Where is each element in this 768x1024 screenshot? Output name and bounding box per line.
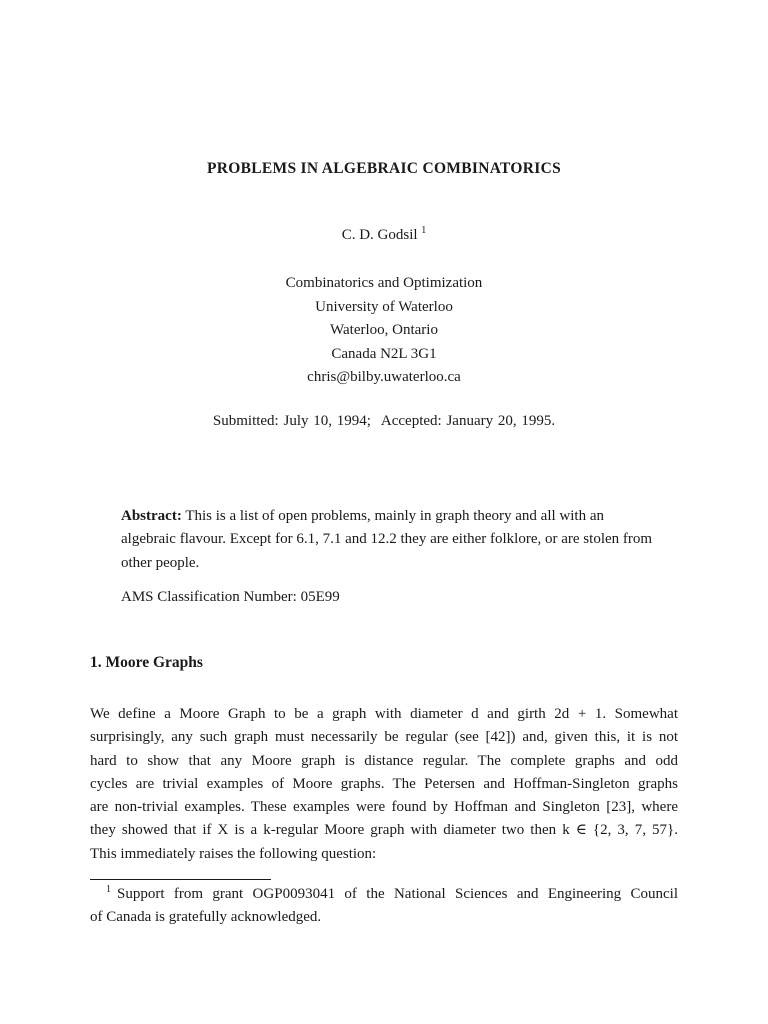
author-footnote-mark: 1 [421,225,427,236]
body-line: cycles are trivial examples of Moore graphs. The Petersen and Hoffman-Singleton graphs [90,775,678,792]
ams-classification: AMS Classification Number: 05E99 [121,589,340,605]
affiliation-block [0,272,768,390]
footnote-rule [90,879,271,880]
affiliation-line: Canada N2L 3G1 [331,345,437,362]
abstract-label: Abstract: [121,508,182,524]
body-line: We define a Moore Graph to be a graph with diameter d and girth 2d + 1. Somewhat [90,706,678,722]
section-heading: 1. Moore Graphs [90,654,203,671]
affiliation-line: University of Waterloo [315,298,453,315]
body-line: are non-trivial examples. These examples were found by Hoffman and Singleton [23], where [90,799,678,816]
footnote-mark: 1 [106,884,111,895]
footnote-line: of Canada is gratefully acknowledged. [90,909,322,925]
author-line [0,227,768,244]
submitted-date: Submitted: July 10, 1994; [212,413,371,429]
body-line: hard to show that any Moore graph is distance regular. The complete graphs and odd [90,752,678,769]
abstract [121,505,656,575]
affiliation-line: Combinatorics and Optimization [285,275,483,291]
author-email: chris@bilby.uwaterloo.ca [307,369,461,385]
body-line: surprisingly, any such graph must necessarily be regular (see [42]) and, given this, it is not [90,729,678,746]
footnote-line [90,883,678,906]
body-line: they showed that if X is a k-regular Moore graph with diameter two then k ∈ {2, 3, 7, 57}. [90,822,678,839]
footnote-text: Support from grant OGP0093041 of the National Sciences and Engineering Council [117,886,678,902]
affiliation-line: Waterloo, Ontario [330,322,438,338]
abstract-text: This is a list of open problems, mainly in graph theory and all with an algebraic flavour. Except for 6.1, 7.1 and 12.2 they are either folklore, or are stolen from other people. [121,508,653,571]
footnote [90,883,678,929]
dates-line [0,413,768,430]
accepted-date: Accepted: January 20, 1995. [380,413,556,429]
paper-title: PROBLEMS IN ALGEBRAIC COMBINATORICS [207,160,561,177]
section-body [90,703,678,866]
author-name: C. D. Godsil [341,227,418,243]
body-line: This immediately raises the following question: [90,845,377,862]
